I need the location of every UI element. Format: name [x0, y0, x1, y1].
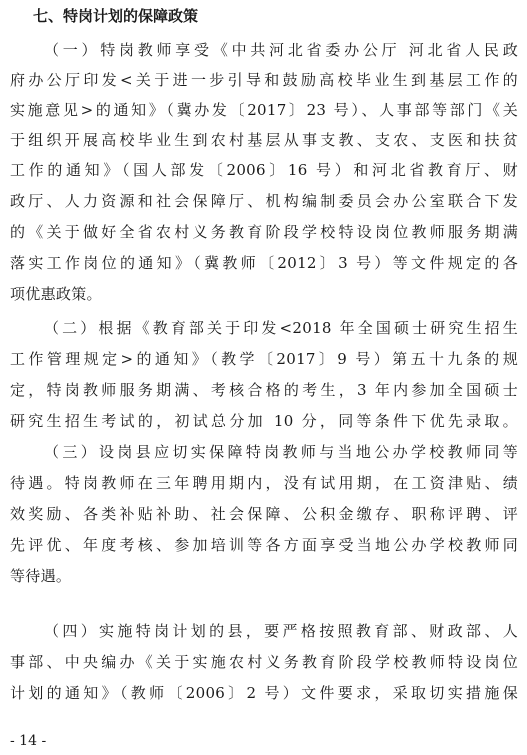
paragraph-2-line-3: 定，特岗教师服务期满、考核合格的考生，3 年内参加全国硕士 [10, 381, 518, 399]
paragraph-1-line-7: 的《关于做好全省农村义务教育阶段学校特设岗位教师服务期满 [10, 223, 518, 241]
paragraph-2-line-4: 研究生招生考试的，初试总分加 10 分，同等条件下优先录取。 [10, 412, 518, 430]
paragraph-3-line-3: 效奖励、各类补贴补助、社会保障、公积金缴存、职称评聘、评 [10, 505, 518, 523]
paragraph-1-line-6: 政厅、人力资源和社会保障厅、机构编制委员会办公室联合下发 [10, 192, 518, 210]
paragraph-3-line-5: 等待遇。 [10, 567, 72, 585]
paragraph-1-line-9: 项优惠政策。 [10, 285, 102, 303]
section-heading: 七、特岗计划的保障政策 [33, 7, 199, 25]
paragraph-3-line-2: 待遇。特岗教师在三年聘用期内，没有试用期，在工资津贴、绩 [10, 474, 518, 492]
paragraph-2-line-1: （二）根据《教育部关于印发<2018 年全国硕士研究生招生 [44, 319, 518, 337]
paragraph-2-line-2: 工作管理规定>的通知》（教学〔2017〕9 号）第五十九条的规 [10, 350, 518, 368]
paragraph-4-line-2: 事部、中央编办《关于实施农村义务教育阶段学校教师特设岗位 [10, 653, 518, 671]
paragraph-1-line-4: 于组织开展高校毕业生到农村基层从事支教、支农、支医和扶贫 [10, 131, 518, 149]
paragraph-1-line-3: 实施意见>的通知》（冀办发〔2017〕23 号）、人事部等部门《关 [10, 101, 518, 119]
paragraph-1-line-5: 工作的通知》（国人部发〔2006〕16 号）和河北省教育厅、财 [10, 161, 518, 179]
paragraph-1-line-8: 落实工作岗位的通知》（冀教师〔2012〕3 号）等文件规定的各 [10, 254, 518, 272]
page-number: - 14 - [10, 733, 47, 749]
paragraph-1-line-1: （一）特岗教师享受《中共河北省委办公厅 河北省人民政 [44, 41, 518, 59]
paragraph-4-line-1: （四）实施特岗计划的县，要严格按照教育部、财政部、人 [44, 622, 518, 640]
paragraph-3-line-4: 先评优、年度考核、参加培训等各方面享受当地公办学校教师同 [10, 536, 518, 554]
paragraph-4-line-3: 计划的通知》（教师〔2006〕2 号）文件要求，采取切实措施保 [10, 684, 518, 702]
paragraph-3-line-1: （三）设岗县应切实保障特岗教师与当地公办学校教师同等 [44, 443, 518, 461]
paragraph-1-line-2: 府办公厅印发<关于进一步引导和鼓励高校毕业生到基层工作的 [10, 71, 518, 89]
